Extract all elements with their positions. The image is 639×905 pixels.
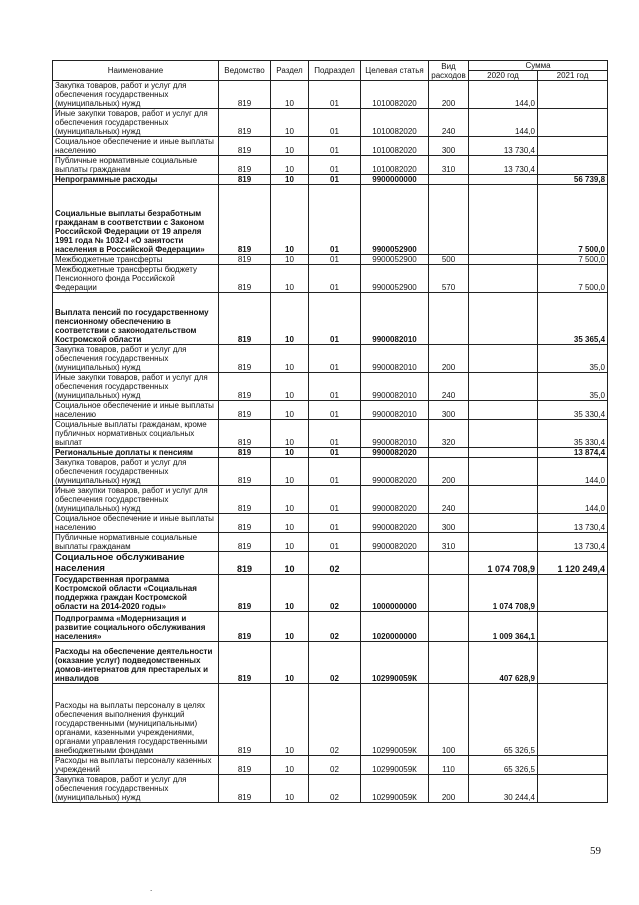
cell-name: Межбюджетные трансферты <box>53 255 219 265</box>
table-row <box>53 373 608 401</box>
cell-sec: 10 <box>271 458 309 486</box>
cell-sub: 02 <box>309 612 361 642</box>
cell-name: Закупка товаров, работ и услуг для обеспечения государственных (муниципальных) нужд <box>53 345 219 373</box>
table-row <box>53 81 608 109</box>
cell-sub: 01 <box>309 255 361 265</box>
cell-y2021: 35,0 <box>538 373 608 401</box>
cell-name: Государственная программа Костромской области «Социальная поддержка граждан Костромской области на 2014-2020 годы» <box>53 575 219 612</box>
cell-sub: 02 <box>309 575 361 612</box>
cell-y2020: 65 326,5 <box>469 684 538 756</box>
cell-sec: 10 <box>271 420 309 448</box>
cell-dept: 819 <box>219 486 271 514</box>
cell-dept: 819 <box>219 137 271 156</box>
cell-sub: 01 <box>309 458 361 486</box>
cell-dept: 819 <box>219 345 271 373</box>
table-row <box>53 612 608 642</box>
table-row <box>53 401 608 420</box>
cell-y2020: 13 730,4 <box>469 137 538 156</box>
cell-sub: 01 <box>309 109 361 137</box>
cell-y2020: 144,0 <box>469 81 538 109</box>
table-row <box>53 345 608 373</box>
cell-type: 200 <box>429 345 469 373</box>
cell-y2021 <box>538 775 608 803</box>
cell-y2021 <box>538 756 608 775</box>
cell-sec: 10 <box>271 448 309 458</box>
cell-type: 200 <box>429 458 469 486</box>
table-row <box>53 486 608 514</box>
cell-dept: 819 <box>219 775 271 803</box>
cell-target: 9900082010 <box>361 401 429 420</box>
cell-name: Публичные нормативные социальные выплаты гражданам <box>53 156 219 175</box>
table-row <box>53 533 608 552</box>
table-row <box>53 293 608 345</box>
cell-type: 310 <box>429 156 469 175</box>
cell-name: Публичные нормативные социальные выплаты гражданам <box>53 533 219 552</box>
cell-y2020 <box>469 345 538 373</box>
cell-y2021 <box>538 575 608 612</box>
cell-y2020 <box>469 373 538 401</box>
cell-dept: 819 <box>219 448 271 458</box>
cell-target: 9900082020 <box>361 514 429 533</box>
cell-y2021: 13 874,4 <box>538 448 608 458</box>
cell-type: 570 <box>429 265 469 293</box>
cell-y2020: 1 074 708,9 <box>469 575 538 612</box>
cell-type <box>429 448 469 458</box>
cell-name: Иные закупки товаров, работ и услуг для обеспечения государственных (муниципальных) нужд <box>53 486 219 514</box>
cell-type <box>429 575 469 612</box>
cell-dept: 819 <box>219 401 271 420</box>
cell-name: Межбюджетные трансферты бюджету Пенсионного фонда Российской Федерации <box>53 265 219 293</box>
cell-y2021 <box>538 642 608 684</box>
cell-target: 102990059К <box>361 642 429 684</box>
cell-sub: 02 <box>309 552 361 575</box>
cell-type: 200 <box>429 81 469 109</box>
cell-sec: 10 <box>271 255 309 265</box>
cell-target: 9900000000 <box>361 175 429 185</box>
cell-dept: 819 <box>219 612 271 642</box>
cell-y2020: 30 244,4 <box>469 775 538 803</box>
cell-sub: 02 <box>309 756 361 775</box>
cell-type: 320 <box>429 420 469 448</box>
cell-sub: 01 <box>309 448 361 458</box>
cell-dept: 819 <box>219 458 271 486</box>
table-row <box>53 255 608 265</box>
cell-sec: 10 <box>271 575 309 612</box>
cell-name: Региональные доплаты к пенсиям <box>53 448 219 458</box>
cell-y2021 <box>538 156 608 175</box>
cell-dept: 819 <box>219 156 271 175</box>
cell-y2020 <box>469 175 538 185</box>
cell-y2021 <box>538 612 608 642</box>
cell-y2020 <box>469 514 538 533</box>
cell-dept: 819 <box>219 420 271 448</box>
cell-name: Закупка товаров, работ и услуг для обеспечения государственных (муниципальных) нужд <box>53 775 219 803</box>
cell-name: Выплата пенсий по государственному пенсионному обеспечению в соответствии с законодательством Костромской области <box>53 293 219 345</box>
cell-dept: 819 <box>219 255 271 265</box>
table-row <box>53 448 608 458</box>
cell-y2020 <box>469 185 538 255</box>
cell-name: Социальное обеспечение и иные выплаты населению <box>53 514 219 533</box>
cell-target: 9900082010 <box>361 293 429 345</box>
cell-sub: 01 <box>309 345 361 373</box>
cell-type <box>429 552 469 575</box>
cell-y2021: 13 730,4 <box>538 533 608 552</box>
cell-sec: 10 <box>271 756 309 775</box>
cell-target: 1010082020 <box>361 81 429 109</box>
cell-name: Социальные выплаты безработным гражданам в соответствии с Законом Российской Федерации от 19 апреля 1991 года № 1032-I «О занятости населения в Российской Федерации» <box>53 185 219 255</box>
cell-name: Непрограммные расходы <box>53 175 219 185</box>
cell-y2021: 35 365,4 <box>538 293 608 345</box>
cell-sub: 01 <box>309 420 361 448</box>
cell-name: Расходы на выплаты персоналу казенных учреждений <box>53 756 219 775</box>
cell-sub: 01 <box>309 156 361 175</box>
cell-sec: 10 <box>271 552 309 575</box>
cell-sec: 10 <box>271 486 309 514</box>
table-row <box>53 175 608 185</box>
page-number: 59 <box>590 845 601 857</box>
cell-sec: 10 <box>271 533 309 552</box>
cell-sub: 01 <box>309 533 361 552</box>
table-row <box>53 265 608 293</box>
cell-sec: 10 <box>271 81 309 109</box>
cell-type <box>429 642 469 684</box>
table-body <box>53 81 608 803</box>
cell-sub: 02 <box>309 642 361 684</box>
cell-target: 1010082020 <box>361 156 429 175</box>
table-row <box>53 552 608 575</box>
table-row <box>53 756 608 775</box>
cell-dept: 819 <box>219 81 271 109</box>
table-row <box>53 514 608 533</box>
cell-y2021 <box>538 81 608 109</box>
cell-dept: 819 <box>219 642 271 684</box>
cell-sub: 02 <box>309 684 361 756</box>
header-2021: 2021 год <box>538 71 608 81</box>
cell-dept: 819 <box>219 373 271 401</box>
cell-y2020 <box>469 265 538 293</box>
header-sum: Сумма <box>469 61 608 71</box>
table-row <box>53 137 608 156</box>
table-row <box>53 775 608 803</box>
cell-name: Расходы на выплаты персоналу в целях обеспечения выполнения функций государственными (муниципальными) органами, казенными учреждениями, органами управления государственными внебюджетными фондами <box>53 684 219 756</box>
cell-y2020 <box>469 533 538 552</box>
cell-target: 9900082020 <box>361 458 429 486</box>
cell-target <box>361 552 429 575</box>
cell-target: 102990059К <box>361 756 429 775</box>
cell-sec: 10 <box>271 156 309 175</box>
cell-y2020 <box>469 401 538 420</box>
cell-dept: 819 <box>219 552 271 575</box>
cell-name: Закупка товаров, работ и услуг для обеспечения государственных (муниципальных) нужд <box>53 81 219 109</box>
header-name: Наименование <box>53 61 219 81</box>
cell-y2020 <box>469 255 538 265</box>
cell-sub: 01 <box>309 514 361 533</box>
cell-y2021: 13 730,4 <box>538 514 608 533</box>
cell-sub: 01 <box>309 486 361 514</box>
cell-target: 9900082020 <box>361 448 429 458</box>
cell-type: 240 <box>429 486 469 514</box>
cell-target: 9900052900 <box>361 265 429 293</box>
cell-sec: 10 <box>271 401 309 420</box>
cell-type: 200 <box>429 775 469 803</box>
cell-sub: 01 <box>309 401 361 420</box>
table-row <box>53 684 608 756</box>
cell-target: 9900082010 <box>361 345 429 373</box>
cell-sub: 01 <box>309 137 361 156</box>
cell-sec: 10 <box>271 514 309 533</box>
cell-target: 9900052900 <box>361 185 429 255</box>
cell-target: 102990059К <box>361 684 429 756</box>
cell-sub: 01 <box>309 81 361 109</box>
budget-table <box>52 60 608 803</box>
cell-y2020 <box>469 458 538 486</box>
cell-target: 1000000000 <box>361 575 429 612</box>
cell-y2021: 35,0 <box>538 345 608 373</box>
cell-y2021: 1 120 249,4 <box>538 552 608 575</box>
header-section: Раздел <box>271 61 309 81</box>
cell-target: 9900082010 <box>361 373 429 401</box>
cell-name: Иные закупки товаров, работ и услуг для обеспечения государственных (муниципальных) нужд <box>53 373 219 401</box>
cell-name: Иные закупки товаров, работ и услуг для обеспечения государственных (муниципальных) нужд <box>53 109 219 137</box>
cell-y2020 <box>469 420 538 448</box>
cell-name: Социальное обеспечение и иные выплаты населению <box>53 137 219 156</box>
cell-y2021: 56 739,8 <box>538 175 608 185</box>
cell-sec: 10 <box>271 345 309 373</box>
cell-dept: 819 <box>219 293 271 345</box>
cell-name: Расходы на обеспечение деятельности (оказание услуг) подведомственных домов-интернатов для престарелых и инвалидов <box>53 642 219 684</box>
cell-sub: 01 <box>309 265 361 293</box>
cell-type: 100 <box>429 684 469 756</box>
cell-sec: 10 <box>271 642 309 684</box>
cell-sub: 01 <box>309 175 361 185</box>
cell-sec: 10 <box>271 109 309 137</box>
table-row <box>53 420 608 448</box>
cell-sec: 10 <box>271 373 309 401</box>
cell-sec: 10 <box>271 175 309 185</box>
table-row <box>53 109 608 137</box>
cell-type: 300 <box>429 137 469 156</box>
cell-y2020: 144,0 <box>469 109 538 137</box>
cell-type: 240 <box>429 109 469 137</box>
cell-y2021: 7 500,0 <box>538 265 608 293</box>
cell-sec: 10 <box>271 612 309 642</box>
cell-y2020 <box>469 293 538 345</box>
cell-y2021 <box>538 684 608 756</box>
cell-y2020: 1 074 708,9 <box>469 552 538 575</box>
cell-dept: 819 <box>219 756 271 775</box>
header-subsection: Подраздел <box>309 61 361 81</box>
cell-dept: 819 <box>219 265 271 293</box>
cell-type: 300 <box>429 514 469 533</box>
cell-sub: 01 <box>309 185 361 255</box>
cell-dept: 819 <box>219 109 271 137</box>
cell-sec: 10 <box>271 684 309 756</box>
cell-y2020 <box>469 448 538 458</box>
cell-name: Закупка товаров, работ и услуг для обеспечения государственных (муниципальных) нужд <box>53 458 219 486</box>
cell-target: 1010082020 <box>361 109 429 137</box>
cell-target: 9900082020 <box>361 486 429 514</box>
cell-dept: 819 <box>219 514 271 533</box>
table-row <box>53 458 608 486</box>
cell-name: Социальное обслуживание населения <box>53 552 219 575</box>
cell-dept: 819 <box>219 175 271 185</box>
cell-target: 9900052900 <box>361 255 429 265</box>
cell-y2021 <box>538 109 608 137</box>
budget-table-container <box>52 60 607 803</box>
cell-y2020: 407 628,9 <box>469 642 538 684</box>
cell-target: 1020000000 <box>361 612 429 642</box>
cell-sub: 02 <box>309 775 361 803</box>
cell-y2021: 7 500,0 <box>538 255 608 265</box>
cell-name: Подпрограмма «Модернизация и развитие социального обслуживания населения» <box>53 612 219 642</box>
cell-type: 240 <box>429 373 469 401</box>
cell-y2021: 144,0 <box>538 458 608 486</box>
cell-type: 110 <box>429 756 469 775</box>
cell-y2020: 65 326,5 <box>469 756 538 775</box>
cell-type <box>429 185 469 255</box>
cell-type: 500 <box>429 255 469 265</box>
cell-y2021: 144,0 <box>538 486 608 514</box>
stray-mark: . <box>150 884 153 893</box>
cell-target: 1010082020 <box>361 137 429 156</box>
cell-name: Социальное обеспечение и иные выплаты населению <box>53 401 219 420</box>
table-row <box>53 185 608 255</box>
cell-sub: 01 <box>309 293 361 345</box>
cell-dept: 819 <box>219 185 271 255</box>
cell-target: 9900082010 <box>361 420 429 448</box>
cell-sec: 10 <box>271 265 309 293</box>
cell-y2020: 13 730,4 <box>469 156 538 175</box>
cell-target: 9900082020 <box>361 533 429 552</box>
cell-sec: 10 <box>271 137 309 156</box>
cell-dept: 819 <box>219 533 271 552</box>
cell-sec: 10 <box>271 775 309 803</box>
header-type: Вид расходов <box>429 61 469 81</box>
table-row <box>53 642 608 684</box>
cell-y2021: 7 500,0 <box>538 185 608 255</box>
cell-sec: 10 <box>271 185 309 255</box>
cell-y2020 <box>469 486 538 514</box>
cell-y2021 <box>538 137 608 156</box>
cell-sec: 10 <box>271 293 309 345</box>
cell-dept: 819 <box>219 684 271 756</box>
cell-y2020: 1 009 364,1 <box>469 612 538 642</box>
header-2020: 2020 год <box>469 71 538 81</box>
cell-sub: 01 <box>309 373 361 401</box>
cell-type <box>429 175 469 185</box>
cell-y2021: 35 330,4 <box>538 401 608 420</box>
cell-type <box>429 612 469 642</box>
cell-type: 310 <box>429 533 469 552</box>
cell-dept: 819 <box>219 575 271 612</box>
cell-type <box>429 293 469 345</box>
cell-y2021: 35 330,4 <box>538 420 608 448</box>
header-target: Целевая статья <box>361 61 429 81</box>
table-row <box>53 575 608 612</box>
cell-target: 102990059К <box>361 775 429 803</box>
header-dept: Ведомство <box>219 61 271 81</box>
cell-type: 300 <box>429 401 469 420</box>
cell-name: Социальные выплаты гражданам, кроме публичных нормативных социальных выплат <box>53 420 219 448</box>
table-row <box>53 156 608 175</box>
